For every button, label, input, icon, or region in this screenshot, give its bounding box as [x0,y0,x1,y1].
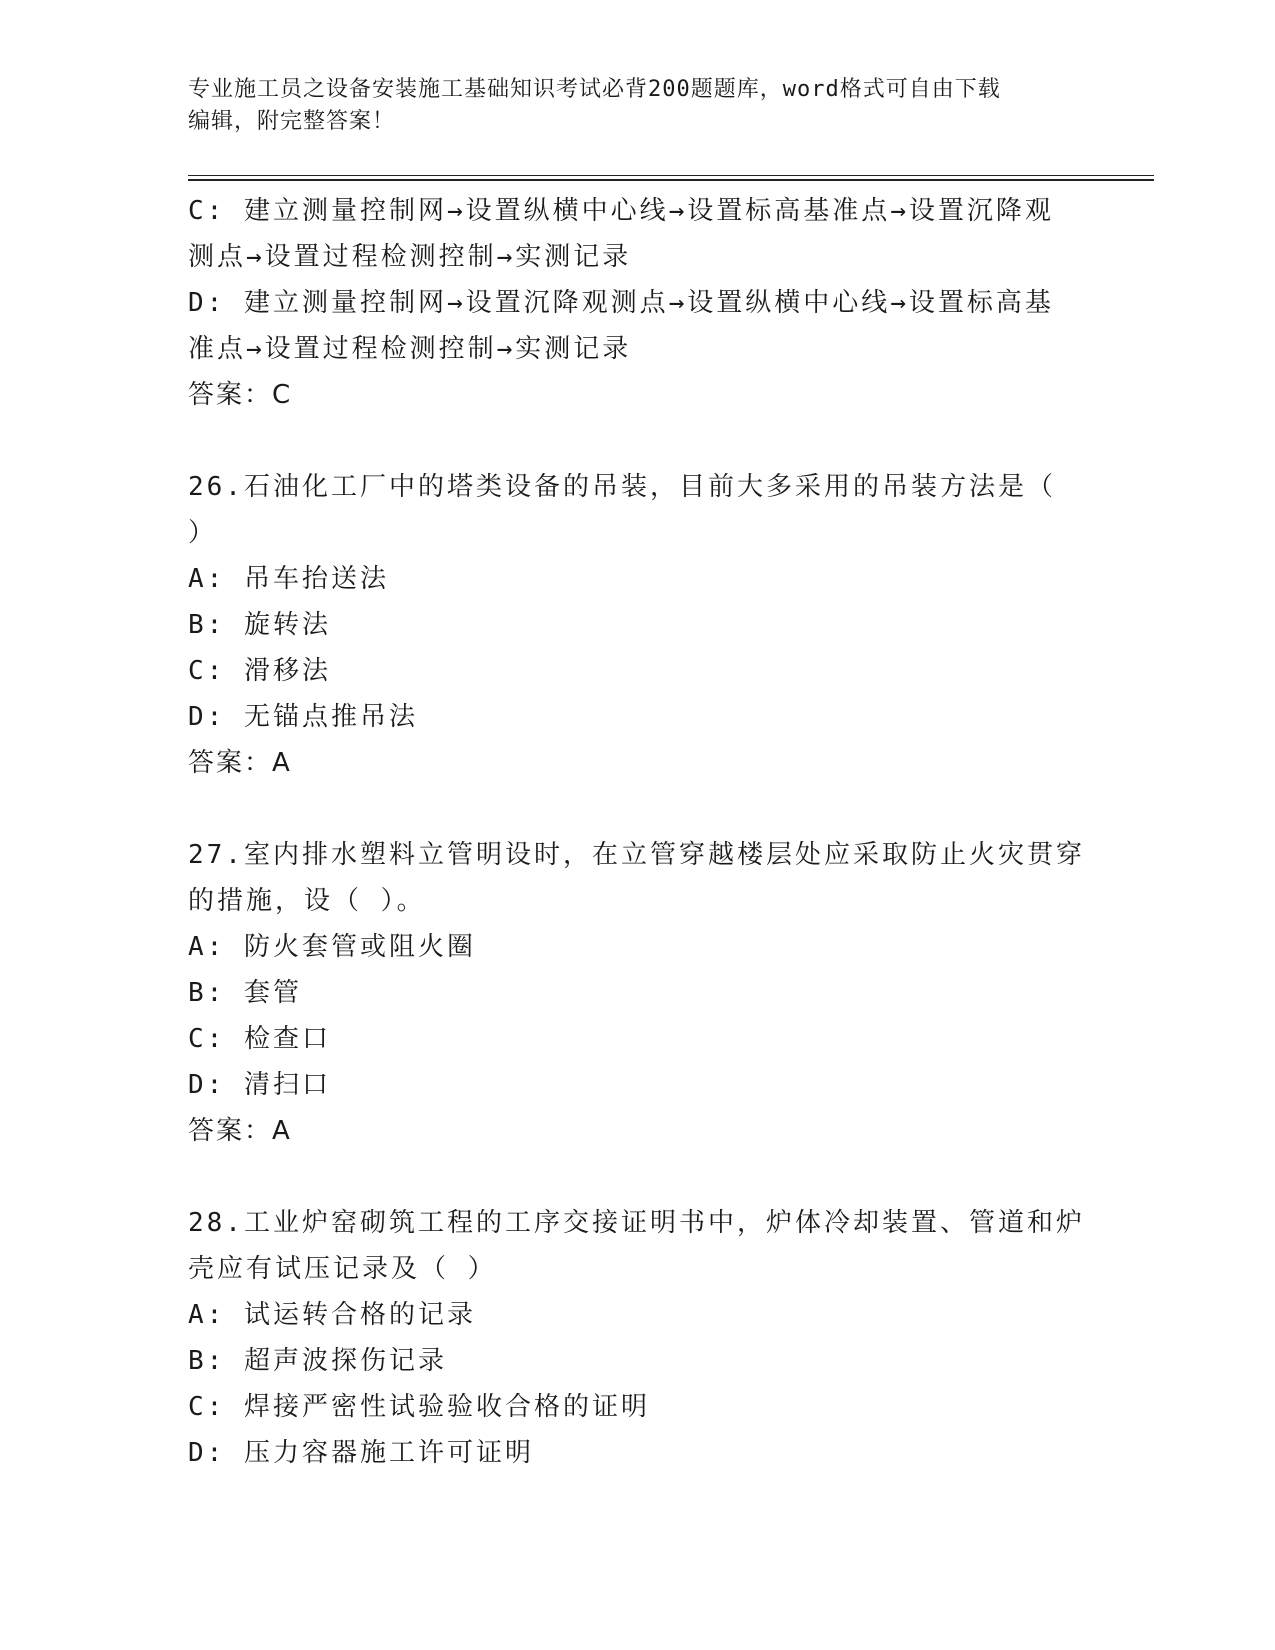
answer-25: 答案：C [188,380,293,410]
spacer [188,418,1088,464]
option-d: D: 无锚点推吊法 [188,702,418,732]
option-c: C: 焊接严密性试验验收合格的证明 [188,1392,650,1422]
option-c-line-2: 测点→设置过程检测控制→实测记录 [188,242,632,272]
question-stem-line-2: ） [188,518,218,548]
option-b: B: 套管 [188,978,302,1008]
question-26 [188,464,1088,786]
answer-26: 答案：A [188,748,292,778]
option-c: C: 检查口 [188,1024,331,1054]
option-d-line-2: 准点→设置过程检测控制→实测记录 [188,334,632,364]
option-a: A: 试运转合格的记录 [188,1300,476,1330]
document-header [188,74,1068,138]
header-title-line-2: 编辑，附完整答案！ [188,109,396,134]
question-27 [188,832,1088,1154]
header-title-line-1: 专业施工员之设备安装施工基础知识考试必背200题题库，word格式可自由下载 [188,77,1001,102]
option-a: A: 吊车抬送法 [188,564,389,594]
header-divider-thin [188,175,1154,176]
answer-27: 答案：A [188,1116,292,1146]
question-stem-line-2: 的措施，设（ ）。 [188,886,426,916]
question-list [188,188,1088,1476]
question-stem-line-1: 28.工业炉窑砌筑工程的工序交接证明书中，炉体冷却装置、管道和炉 [188,1208,1085,1238]
question-stem-line-1: 27.室内排水塑料立管明设时，在立管穿越楼层处应采取防止火灾贯穿 [188,840,1085,870]
option-b: B: 超声波探伤记录 [188,1346,447,1376]
spacer [188,786,1088,832]
header-divider-thick [188,179,1154,181]
option-d: D: 压力容器施工许可证明 [188,1438,534,1468]
question-25-tail [188,188,1088,418]
question-stem-line-1: 26.石油化工厂中的塔类设备的吊装，目前大多采用的吊装方法是（ [188,472,1056,502]
option-b: B: 旋转法 [188,610,331,640]
spacer [188,1154,1088,1200]
question-28 [188,1200,1088,1476]
option-d: D: 清扫口 [188,1070,331,1100]
option-c-line-1: C: 建立测量控制网→设置纵横中心线→设置标高基准点→设置沉降观 [188,196,1054,226]
question-stem-line-2: 壳应有试压记录及（ ） [188,1254,497,1284]
option-d-line-1: D: 建立测量控制网→设置沉降观测点→设置纵横中心线→设置标高基 [188,288,1054,318]
option-a: A: 防火套管或阻火圈 [188,932,476,962]
option-c: C: 滑移法 [188,656,331,686]
